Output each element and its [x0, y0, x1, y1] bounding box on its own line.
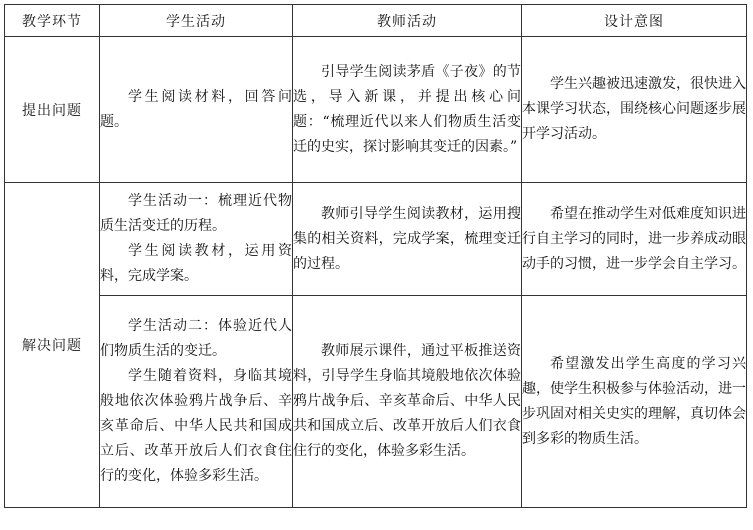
teacher-activity-cell	[293, 296, 522, 508]
student-activity-cell	[100, 183, 293, 296]
student-activity-text: 学生阅读材料，回答问题。	[100, 88, 292, 130]
stage-propose-question: 提出问题	[5, 37, 100, 183]
teacher-activity-cell	[293, 183, 522, 296]
student-activity-cell	[100, 37, 293, 183]
student-activity-text: 学生阅读教材，运用资料，完成学案。	[100, 243, 292, 284]
header-design-intent: 设计意图	[522, 5, 747, 37]
lesson-design-table	[4, 4, 747, 508]
design-intent-text: 希望激发出学生高度的学习兴趣，使学生积极参与体验活动，进一步巩固对相关史实的理解，真切体会到多彩的物质生活。	[522, 355, 746, 447]
table-row	[5, 37, 747, 183]
student-activity-heading: 学生活动一：梳理近代物质生活变迁的历程。	[100, 193, 292, 234]
header-student-activity: 学生活动	[100, 5, 293, 37]
design-intent-cell	[522, 37, 747, 183]
teacher-activity-text: 教师展示课件，通过平板推送资料，引导学生身临其境般地依次体验鸦片战争后、辛亥革命后、中华人民共和国成立后、改革开放后人们衣食住行的变化，体验多彩生活。	[293, 343, 521, 459]
header-stage: 教学环节	[5, 5, 100, 37]
teacher-activity-text: 教师引导学生阅读教材，运用搜集的相关资料，完成学案，梳理变迁的过程。	[293, 205, 521, 272]
stage-solve-question: 解决问题	[5, 183, 100, 508]
design-intent-cell	[522, 296, 747, 508]
design-intent-text: 希望在推动学生对低难度知识进行自主学习的同时，进一步养成动眼动手的习惯，进一步学会自主学习。	[522, 205, 746, 272]
student-activity-heading: 学生活动二：体验近代人们物质生活的变迁。	[100, 318, 292, 359]
design-intent-text: 学生兴趣被迅速激发，很快进入本课学习状态，围绕核心问题逐步展开学习活动。	[522, 76, 746, 142]
header-row	[5, 5, 747, 37]
design-intent-cell	[522, 183, 747, 296]
student-activity-cell	[100, 296, 293, 508]
table-row	[5, 296, 747, 508]
teacher-activity-cell	[293, 37, 522, 183]
header-teacher-activity: 教师活动	[293, 5, 522, 37]
table-row	[5, 183, 747, 296]
student-activity-text: 学生随着资料，身临其境般地依次体验鸦片战争后、辛亥革命后、中华人民共和国成立后、改革开放后人们衣食住行的变化，体验多彩生活。	[100, 368, 292, 484]
teacher-activity-text: 引导学生阅读茅盾《子夜》的节选，导入新课，并提出核心问题：“梳理近代以来人们物质生活变迁的史实，探讨影响其变迁的因素。”	[293, 63, 521, 155]
